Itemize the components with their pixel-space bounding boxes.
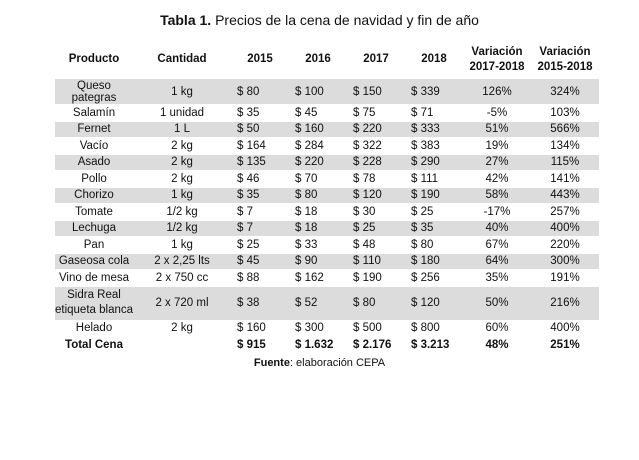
- cell-price-2018: $ 80: [405, 237, 463, 254]
- cell-price-2016: $ 45: [289, 105, 347, 122]
- cell-variacion-2015-2018: 300%: [531, 253, 599, 270]
- table-row: [55, 237, 599, 254]
- cell-price-2017: $ 150: [347, 80, 405, 105]
- cell-price-2015: $ 135: [231, 154, 289, 171]
- cell-producto: Gaseosa cola: [55, 253, 133, 270]
- cell-price-2016: $ 80: [289, 187, 347, 204]
- cell-price-2015: $ 38: [231, 286, 289, 320]
- cell-price-2015: $ 35: [231, 105, 289, 122]
- cell-price-2018: $ 800: [405, 320, 463, 337]
- source-text: : elaboración CEPA: [289, 357, 386, 369]
- total-cell-variacion-2015-2018: 251%: [531, 337, 599, 354]
- header-row: [55, 40, 599, 80]
- cell-cantidad: 2 kg: [133, 138, 231, 155]
- cell-price-2016: $ 100: [289, 80, 347, 105]
- total-cell-variacion-2017-2018: 48%: [463, 337, 531, 354]
- cell-price-2016: $ 220: [289, 154, 347, 171]
- cell-price-2017: $ 120: [347, 187, 405, 204]
- table-row: [55, 253, 599, 270]
- cell-price-2016: $ 300: [289, 320, 347, 337]
- cell-variacion-2015-2018: 115%: [531, 154, 599, 171]
- cell-price-2015: $ 160: [231, 320, 289, 337]
- cell-price-2018: $ 180: [405, 253, 463, 270]
- cell-variacion-2017-2018: 67%: [463, 237, 531, 254]
- col-header-variacion-2015-2018: Variación 2015-2018: [531, 40, 599, 80]
- cell-producto: Fernet: [55, 121, 133, 138]
- cell-variacion-2015-2018: 220%: [531, 237, 599, 254]
- cell-cantidad: 1/2 kg: [133, 204, 231, 221]
- cell-variacion-2017-2018: -5%: [463, 105, 531, 122]
- cell-variacion-2017-2018: 19%: [463, 138, 531, 155]
- total-row: [55, 337, 599, 354]
- cell-price-2018: $ 111: [405, 171, 463, 188]
- cell-price-2018: $ 35: [405, 220, 463, 237]
- cell-price-2015: $ 46: [231, 171, 289, 188]
- cell-producto: Lechuga: [55, 220, 133, 237]
- table-row: [55, 270, 599, 287]
- cell-price-2015: $ 7: [231, 220, 289, 237]
- cell-price-2015: $ 7: [231, 204, 289, 221]
- table-title-text: Precios de la cena de navidad y fin de año: [215, 12, 479, 28]
- cell-price-2016: $ 33: [289, 237, 347, 254]
- cell-producto: Vacío: [55, 138, 133, 155]
- table-row: [55, 154, 599, 171]
- cell-variacion-2017-2018: 27%: [463, 154, 531, 171]
- cell-cantidad: 2 kg: [133, 171, 231, 188]
- col-header-cantidad: Cantidad: [133, 40, 231, 80]
- cell-cantidad: 1 kg: [133, 237, 231, 254]
- cell-variacion-2015-2018: 566%: [531, 121, 599, 138]
- cell-cantidad: 2 kg: [133, 154, 231, 171]
- price-table: [55, 40, 599, 354]
- cell-price-2018: $ 333: [405, 121, 463, 138]
- cell-price-2016: $ 162: [289, 270, 347, 287]
- cell-price-2017: $ 30: [347, 204, 405, 221]
- cell-variacion-2015-2018: 134%: [531, 138, 599, 155]
- cell-producto: Asado: [55, 154, 133, 171]
- cell-variacion-2015-2018: 257%: [531, 204, 599, 221]
- col-header-2015: 2015: [231, 40, 289, 80]
- cell-variacion-2017-2018: 51%: [463, 121, 531, 138]
- cell-producto: Pan: [55, 237, 133, 254]
- cell-price-2018: $ 25: [405, 204, 463, 221]
- cell-variacion-2017-2018: 58%: [463, 187, 531, 204]
- cell-price-2016: $ 18: [289, 220, 347, 237]
- col-header-2017: 2017: [347, 40, 405, 80]
- cell-variacion-2017-2018: 60%: [463, 320, 531, 337]
- cell-variacion-2015-2018: 400%: [531, 220, 599, 237]
- cell-variacion-2015-2018: 324%: [531, 80, 599, 105]
- cell-price-2016: $ 18: [289, 204, 347, 221]
- table-row: [55, 204, 599, 221]
- col-header-2016: 2016: [289, 40, 347, 80]
- cell-cantidad: 1/2 kg: [133, 220, 231, 237]
- total-cell-price-2016: $ 1.632: [289, 337, 347, 354]
- cell-price-2015: $ 88: [231, 270, 289, 287]
- cell-price-2017: $ 190: [347, 270, 405, 287]
- cell-producto: Chorizo: [55, 187, 133, 204]
- cell-variacion-2015-2018: 141%: [531, 171, 599, 188]
- table-row: [55, 105, 599, 122]
- table-row: [55, 187, 599, 204]
- total-cell-price-2018: $ 3.213: [405, 337, 463, 354]
- cell-price-2016: $ 70: [289, 171, 347, 188]
- cell-producto: Tomate: [55, 204, 133, 221]
- cell-cantidad: 1 L: [133, 121, 231, 138]
- cell-cantidad: 2 x 720 ml: [133, 286, 231, 320]
- cell-price-2017: $ 110: [347, 253, 405, 270]
- cell-variacion-2017-2018: -17%: [463, 204, 531, 221]
- cell-cantidad: 1 kg: [133, 80, 231, 105]
- cell-producto: Queso pategras: [55, 80, 133, 105]
- cell-price-2017: $ 75: [347, 105, 405, 122]
- total-cell-price-2017: $ 2.176: [347, 337, 405, 354]
- cell-variacion-2017-2018: 50%: [463, 286, 531, 320]
- cell-cantidad: 1 kg: [133, 187, 231, 204]
- cell-price-2017: $ 228: [347, 154, 405, 171]
- cell-variacion-2017-2018: 42%: [463, 171, 531, 188]
- cell-variacion-2015-2018: 191%: [531, 270, 599, 287]
- cell-price-2016: $ 52: [289, 286, 347, 320]
- col-header-variacion-2017-2018: Variación 2017-2018: [463, 40, 531, 80]
- cell-producto: Helado: [55, 320, 133, 337]
- cell-price-2018: $ 120: [405, 286, 463, 320]
- cell-variacion-2015-2018: 103%: [531, 105, 599, 122]
- cell-price-2017: $ 80: [347, 286, 405, 320]
- cell-price-2015: $ 45: [231, 253, 289, 270]
- table-body: [55, 80, 599, 354]
- cell-producto: Sidra Real etiqueta blanca: [55, 286, 133, 320]
- cell-variacion-2017-2018: 64%: [463, 253, 531, 270]
- table-row: [55, 138, 599, 155]
- cell-producto: Vino de mesa: [55, 270, 133, 287]
- cell-price-2017: $ 322: [347, 138, 405, 155]
- cell-variacion-2017-2018: 126%: [463, 80, 531, 105]
- cell-variacion-2015-2018: 400%: [531, 320, 599, 337]
- table-row: [55, 171, 599, 188]
- cell-price-2015: $ 35: [231, 187, 289, 204]
- cell-price-2015: $ 25: [231, 237, 289, 254]
- table-title-label: Tabla 1.: [160, 12, 212, 28]
- source-label: Fuente: [253, 357, 290, 369]
- cell-price-2018: $ 190: [405, 187, 463, 204]
- cell-price-2016: $ 160: [289, 121, 347, 138]
- cell-variacion-2015-2018: 443%: [531, 187, 599, 204]
- cell-cantidad: 1 unidad: [133, 105, 231, 122]
- cell-price-2018: $ 290: [405, 154, 463, 171]
- cell-price-2018: $ 71: [405, 105, 463, 122]
- cell-price-2018: $ 383: [405, 138, 463, 155]
- col-header-2018: 2018: [405, 40, 463, 80]
- cell-price-2018: $ 339: [405, 80, 463, 105]
- cell-price-2018: $ 256: [405, 270, 463, 287]
- cell-variacion-2017-2018: 40%: [463, 220, 531, 237]
- cell-price-2017: $ 220: [347, 121, 405, 138]
- cell-price-2017: $ 25: [347, 220, 405, 237]
- table-title: [0, 12, 639, 28]
- cell-price-2017: $ 500: [347, 320, 405, 337]
- table-row: [55, 220, 599, 237]
- table-row: [55, 320, 599, 337]
- cell-price-2017: $ 48: [347, 237, 405, 254]
- total-cell-producto: Total Cena: [55, 337, 133, 354]
- cell-cantidad: 2 x 2,25 lts: [133, 253, 231, 270]
- cell-variacion-2015-2018: 216%: [531, 286, 599, 320]
- cell-price-2015: $ 50: [231, 121, 289, 138]
- cell-cantidad: 2 x 750 cc: [133, 270, 231, 287]
- cell-price-2016: $ 90: [289, 253, 347, 270]
- table-row: [55, 80, 599, 105]
- cell-price-2015: $ 80: [231, 80, 289, 105]
- cell-producto: Pollo: [55, 171, 133, 188]
- cell-variacion-2017-2018: 35%: [463, 270, 531, 287]
- cell-price-2015: $ 164: [231, 138, 289, 155]
- cell-price-2016: $ 284: [289, 138, 347, 155]
- cell-cantidad: 2 kg: [133, 320, 231, 337]
- cell-price-2017: $ 78: [347, 171, 405, 188]
- cell-producto: Salamín: [55, 105, 133, 122]
- col-header-producto: Producto: [55, 40, 133, 80]
- source-note: [0, 357, 639, 369]
- total-cell-cantidad: [133, 337, 231, 354]
- table-row: [55, 121, 599, 138]
- table-row: [55, 286, 599, 320]
- total-cell-price-2015: $ 915: [231, 337, 289, 354]
